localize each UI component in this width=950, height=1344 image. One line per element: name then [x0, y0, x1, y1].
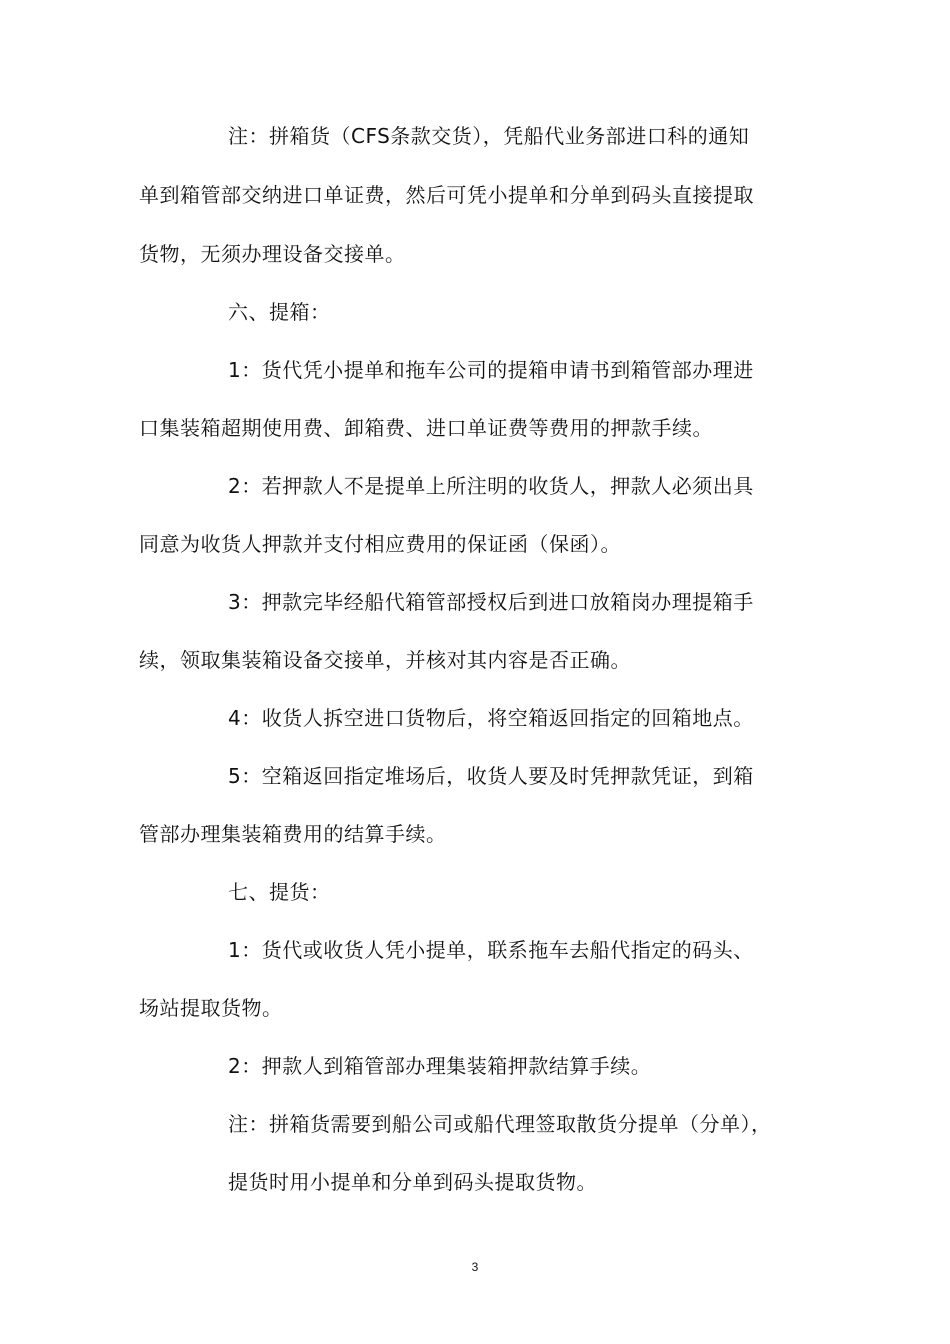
paragraph-line: 管部办理集装箱费用的结算手续。	[139, 822, 447, 846]
paragraph-line: 1：货代凭小提单和拖车公司的提箱申请书到箱管部办理进	[228, 358, 754, 382]
paragraph-line: 2：押款人到箱管部办理集装箱押款结算手续。	[228, 1054, 652, 1078]
section-heading: 六、提箱：	[228, 300, 331, 324]
paragraph-line: 5：空箱返回指定堆场后，收货人要及时凭押款凭证，到箱	[228, 764, 754, 788]
paragraph-line: 1：货代或收货人凭小提单，联系拖车去船代指定的码头、	[228, 938, 754, 962]
paragraph-line: 2：若押款人不是提单上所注明的收货人，押款人必须出具	[228, 474, 754, 498]
paragraph-line: 单到箱管部交纳进口单证费，然后可凭小提单和分单到码头直接提取	[139, 183, 754, 207]
page-number: 3	[471, 1260, 479, 1274]
paragraph-line: 口集装箱超期使用费、卸箱费、进口单证费等费用的押款手续。	[139, 416, 713, 440]
section-heading: 七、提货：	[228, 880, 331, 904]
paragraph-line: 4：收货人拆空进口货物后，将空箱返回指定的回箱地点。	[228, 706, 754, 730]
paragraph-line: 注：拼箱货需要到船公司或船代理签取散货分提单（分单），	[228, 1112, 772, 1136]
paragraph-line: 续，领取集装箱设备交接单，并核对其内容是否正确。	[139, 648, 631, 672]
paragraph-line: 同意为收货人押款并支付相应费用的保证函（保函）。	[139, 532, 621, 556]
paragraph-line: 场站提取货物。	[139, 996, 283, 1020]
paragraph-line: 注：拼箱货（CFS条款交货），凭船代业务部进口科的通知	[228, 124, 750, 148]
paragraph-line: 3：押款完毕经船代箱管部授权后到进口放箱岗办理提箱手	[228, 590, 754, 614]
paragraph-line: 货物，无须办理设备交接单。	[139, 242, 406, 266]
paragraph-line: 提货时用小提单和分单到码头提取货物。	[228, 1170, 597, 1194]
